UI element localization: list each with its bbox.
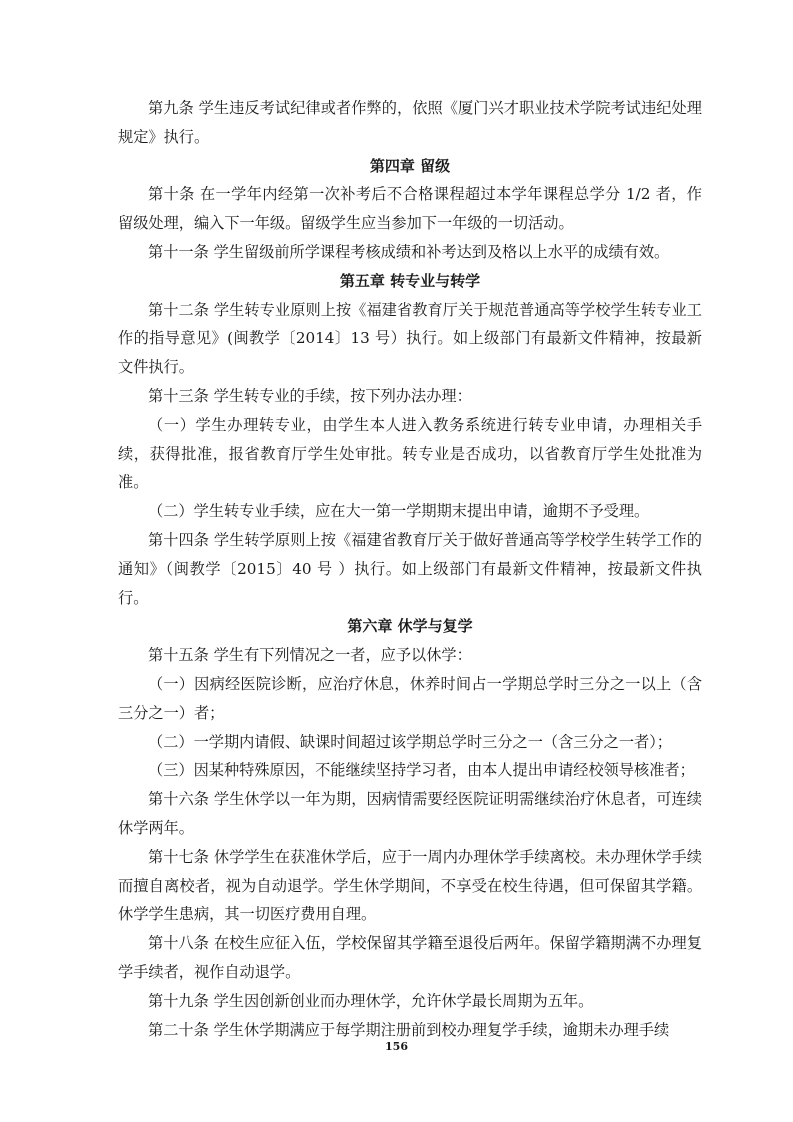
article-9: 第九条 学生违反考试纪律或者作弊的，依照《厦门兴才职业技术学院考试违纪处理规定》执行。 — [118, 99, 702, 146]
article-15-item-2: （二）一学期内请假、缺课时间超过该学期总学时三分之一（含三分之一者）； — [148, 732, 672, 751]
article-13-item-1: （一）学生办理转专业，由学生本人进入教务系统进行转专业申请，办理相关手续，获得批准，报省教育厅学生处审批。转专业是否成功，以省教育厅学生处批准为准。 — [118, 415, 702, 492]
article-16: 第十六条 学生休学以一年为期，因病情需要经医院证明需继续治疗休息者，可连续休学两年。 — [118, 790, 702, 837]
article-11: 第十一条 学生留级前所学课程考核成绩和补考达到及格以上水平的成绩有效。 — [148, 242, 670, 261]
article-15: 第十五条 学生有下列情况之一者，应予以休学： — [148, 646, 472, 665]
article-17: 第十七条 休学学生在获准休学后，应于一周内办理休学手续离校。未办理休学手续而擅自离校者，视为自动退学。学生休学期间，不享受在校生待遇，但可保留其学籍。休学学生患病，其一切医疗费用自理。 — [118, 847, 702, 924]
chapter-4-heading: 第四章 留级 — [369, 156, 451, 175]
article-12: 第十二条 学生转专业原则上按《福建省教育厅关于规范普通高等学校学生转专业工作的指导意见》(闽教学〔2014〕13 号）执行。如上级部门有最新文件精神，按最新文件执行。 — [118, 300, 702, 377]
chapter-5-heading: 第五章 转专业与转学 — [339, 271, 481, 290]
article-15-item-3: （三）因某种特殊原因，不能继续坚持学习者，由本人提出申请经校领导核准者； — [148, 761, 695, 780]
article-19: 第十九条 学生因创新创业而办理休学，允许休学最长周期为五年。 — [148, 991, 594, 1010]
article-13: 第十三条 学生转专业的手续，按下列办法办理： — [148, 386, 472, 405]
chapter-6-heading: 第六章 休学与复学 — [347, 617, 473, 636]
article-13-item-2: （二）学生转专业手续，应在大一第一学期期末提出申请，逾期不予受理。 — [148, 502, 650, 521]
article-15-item-1: （一）因病经医院诊断，应治疗休息，休养时间占一学期总学时三分之一以上（含三分之一）者； — [118, 674, 702, 722]
page-number: 156 — [385, 1040, 408, 1053]
article-20: 第二十条 学生休学期满应于每学期注册前到校办理复学手续，逾期未办理手续 — [148, 1020, 670, 1039]
article-14: 第十四条 学生转学原则上按《福建省教育厅关于做好普通高等学校学生转学工作的通知》（闽教学〔2015〕40 号 ）执行。如上级部门有最新文件精神，按最新文件执行。 — [118, 530, 702, 607]
document-body — [118, 94, 702, 1044]
article-18: 第十八条 在校生应征入伍，学校保留其学籍至退役后两年。保留学籍期满不办理复学手续者，视作自动退学。 — [118, 934, 702, 981]
article-10: 第十条 在一学年内经第一次补考后不合格课程超过本学年课程总学分 1/2 者，作留级处理，编入下一年级。留级学生应当参加下一年级的一切活动。 — [118, 185, 702, 233]
